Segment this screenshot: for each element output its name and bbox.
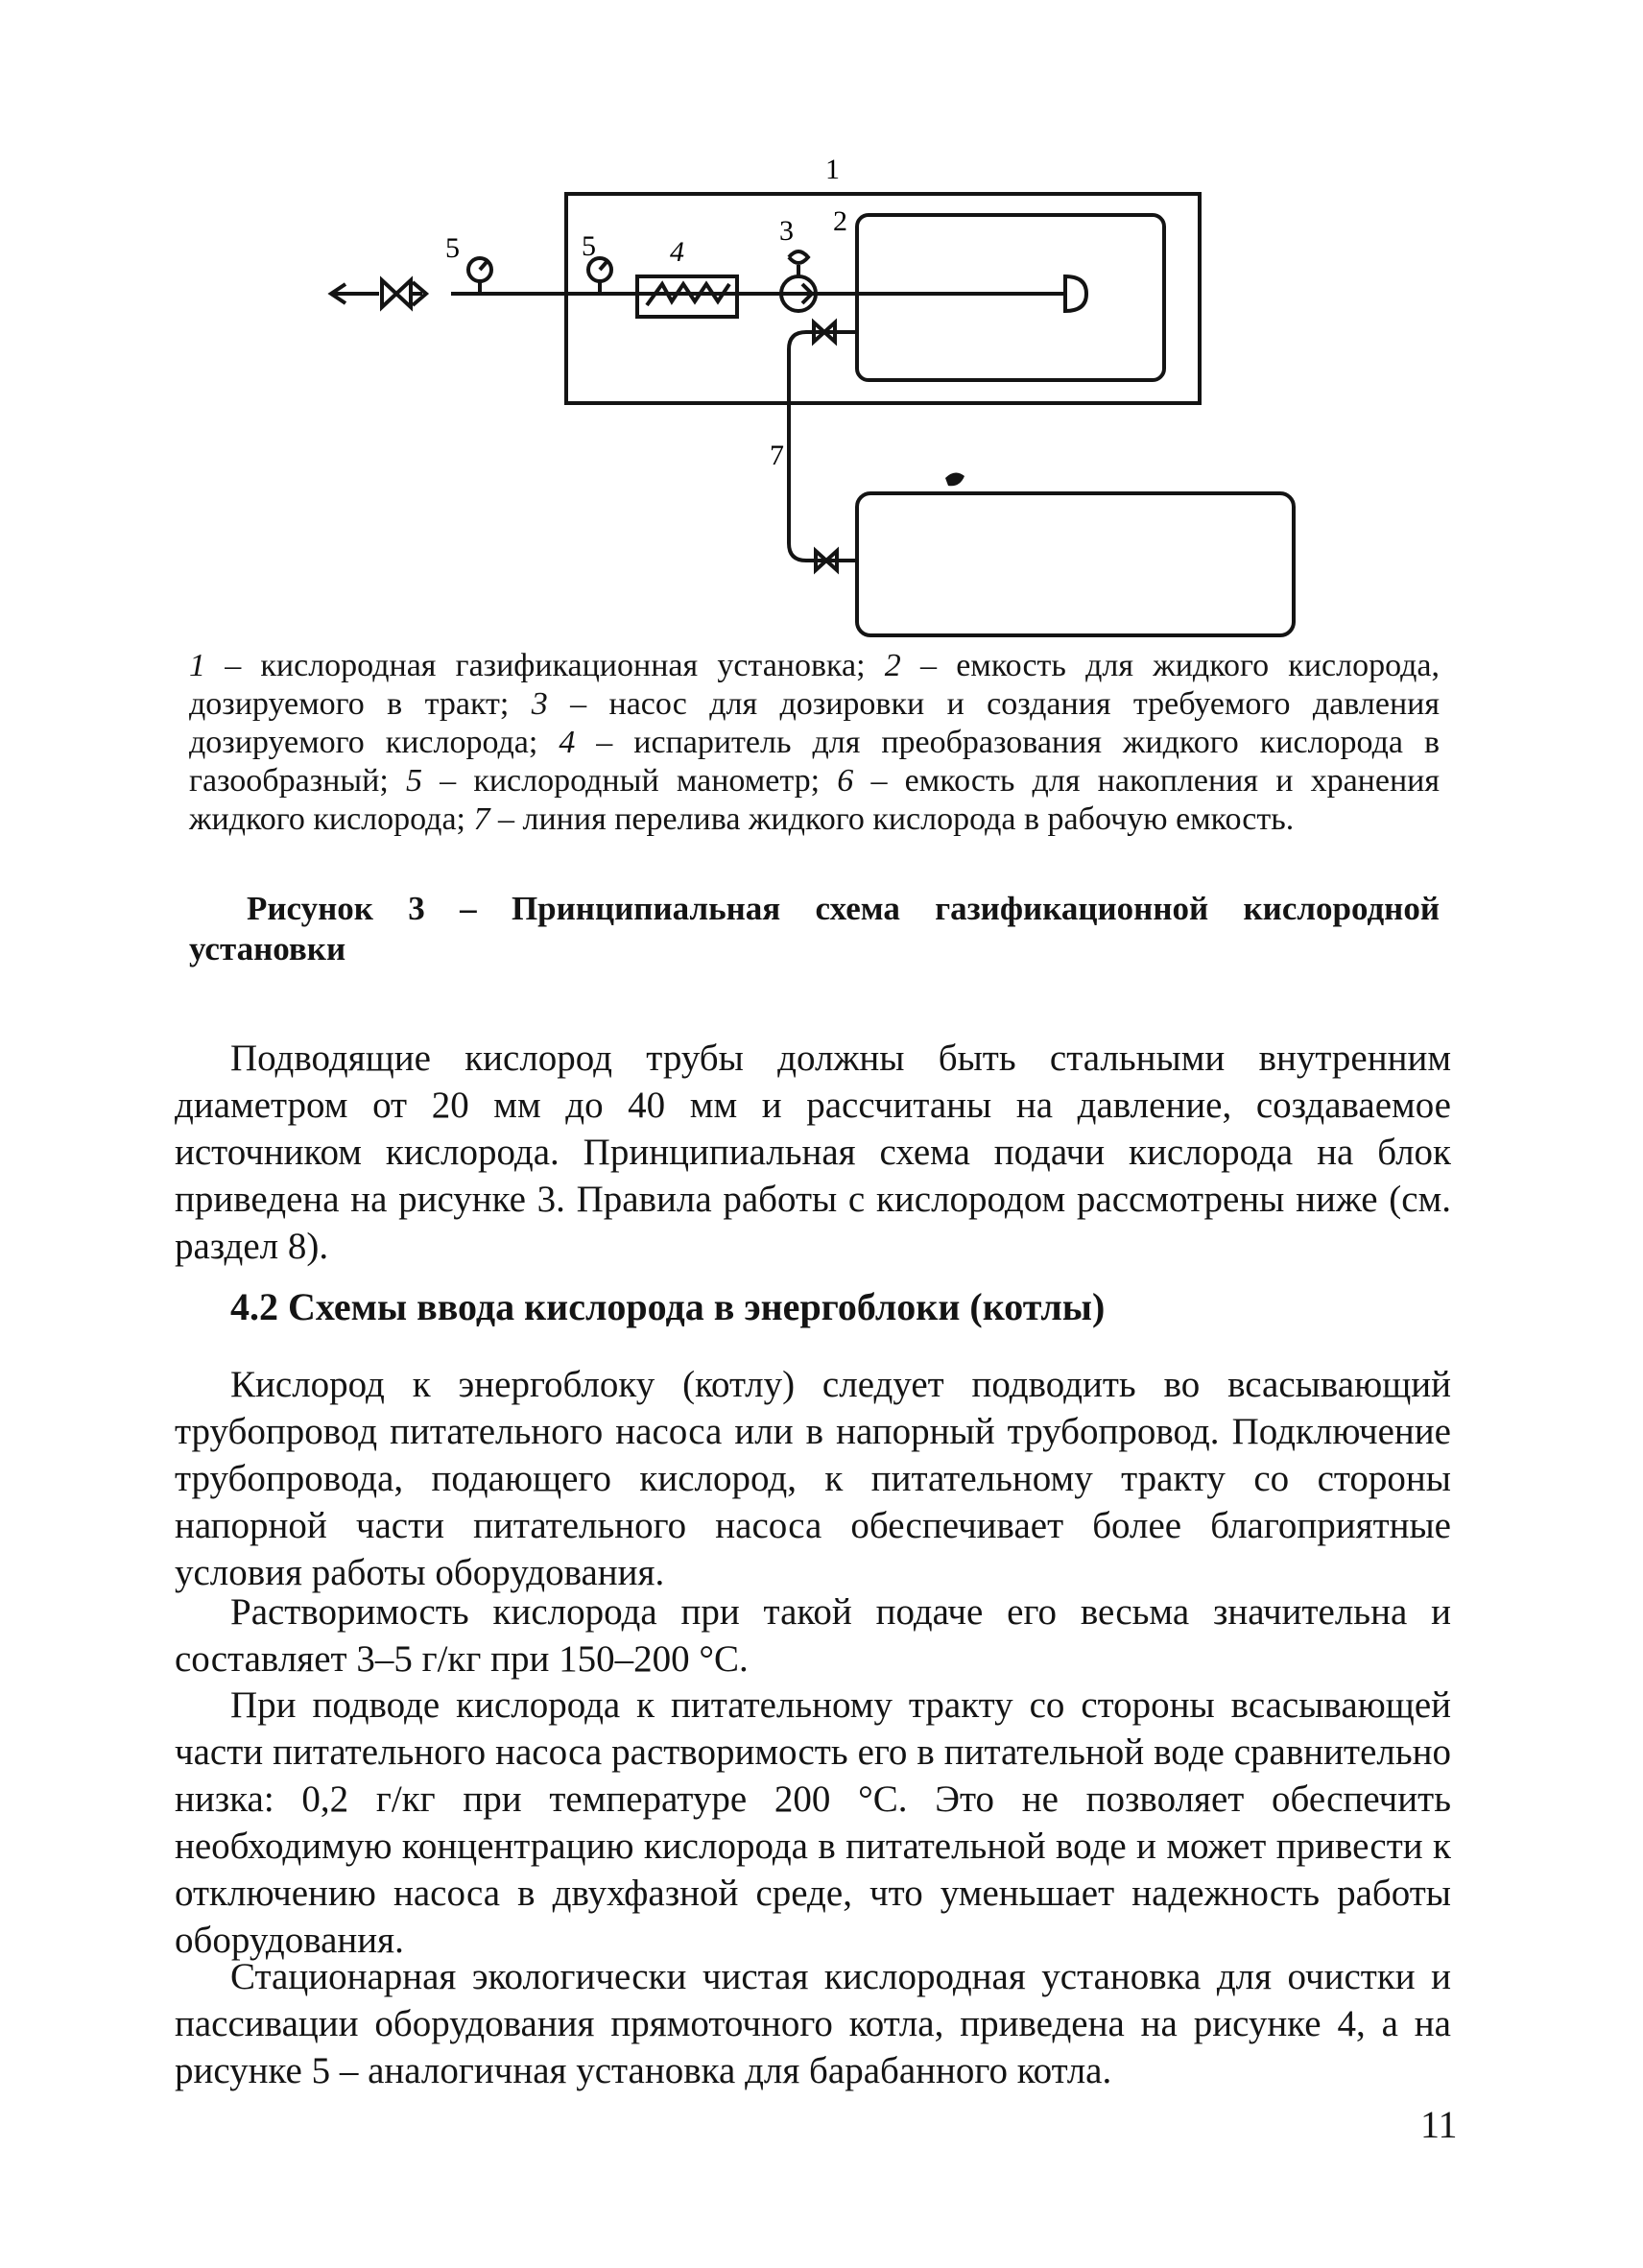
pipe-end-cap (1065, 276, 1086, 311)
label-4: 4 (670, 236, 684, 268)
legend-text-4: – испаритель для преобразования жидкого кислорода в газообразный; (189, 725, 1440, 799)
caption-line-2: установки (189, 930, 346, 967)
legend-num-6: 6 (837, 763, 854, 799)
gasification-unit-diagram (0, 0, 1643, 643)
legend-text-6: – емкость для накопления и хранения жидкого кислорода; (189, 763, 1440, 837)
legend-text-7: – линия перелива жидкого кислорода в рабочую емкость. (489, 801, 1295, 837)
label-5-left: 5 (445, 232, 460, 264)
caption-line-1: Рисунок 3 – Принципиальная схема газификационной кислородной (247, 890, 1440, 927)
legend-text-1: – кислородная газификационная установка; (205, 648, 885, 683)
label-1: 1 (825, 154, 840, 185)
figure-caption (189, 889, 1440, 969)
paragraph-pipes: Подводящие кислород трубы должны быть стальными внутренним диаметром от 20 мм до 40 мм и рассчитаны на давление, создаваемое источником кислорода. Принципиальная схема подачи кислорода на блок приведена на рисунке 3. Правила работы с кислородом рассмотрены ниже (см. раздел 8). (175, 1038, 1451, 1267)
label-7: 7 (770, 440, 784, 471)
label-3: 3 (779, 215, 794, 247)
paragraph-solubility-high: Растворимость кислорода при такой подаче его весьма значительна и составляет 3–5 г/кг при 150–200 °С. (175, 1591, 1451, 1680)
legend-num-4: 4 (559, 725, 576, 760)
paragraph-solubility-low: При подводе кислорода к питательному тракту со стороны всасывающей части питательного насоса растворимость его в питательной воде сравнительно низка: 0,2 г/кг при температуре 200 °С. Это не позволяет обеспечить необходимую концентрацию кислорода в питательной воде и может привести к отключению насоса в двухфазной среде, что уменьшает надежность работы оборудования. (175, 1684, 1451, 1961)
section-heading: 4.2 Схемы ввода кислорода в энергоблоки (котлы) (230, 1285, 1106, 1328)
legend-text-5: – кислородный манометр; (421, 763, 838, 799)
legend-num-7: 7 (473, 801, 490, 837)
legend-num-2: 2 (884, 648, 901, 683)
outlet-valve (382, 280, 411, 307)
page-number: 11 (1420, 2103, 1458, 2146)
storage-tank (857, 493, 1294, 635)
label-5-right: 5 (582, 230, 596, 262)
paragraph-oxygen-input: Кислород к энергоблоку (котлу) следует подводить во всасывающий трубопровод питательного насоса или в напорный трубопровод. Подключение трубопровода, подающего кислород, к питательному тракту со стороны напорной части питательного насоса обеспечивает более благоприятные условия работы оборудования. (175, 1364, 1451, 1593)
dosing-tank (857, 215, 1164, 380)
legend-text-2: – емкость для жидкого кислорода, дозируемого в тракт; (189, 648, 1440, 722)
figure-legend (189, 647, 1440, 839)
legend-num-1: 1 (189, 648, 205, 683)
legend-num-5: 5 (405, 763, 422, 799)
legend-num-3: 3 (531, 686, 548, 722)
legend-text-3: – насос для дозировки и создания требуемого давления дозируемого кислорода; (189, 686, 1441, 760)
overflow-line-7 (789, 332, 835, 561)
label-2: 2 (833, 205, 847, 237)
gasification-unit-frame (566, 194, 1200, 403)
paragraph-stationary-unit: Стационарная экологически чистая кислородная установка для очистки и пассивации оборудования прямоточного котла, приведена на рисунке 4, а на рисунке 5 – аналогичная установка для барабанного котла. (175, 1956, 1451, 2091)
